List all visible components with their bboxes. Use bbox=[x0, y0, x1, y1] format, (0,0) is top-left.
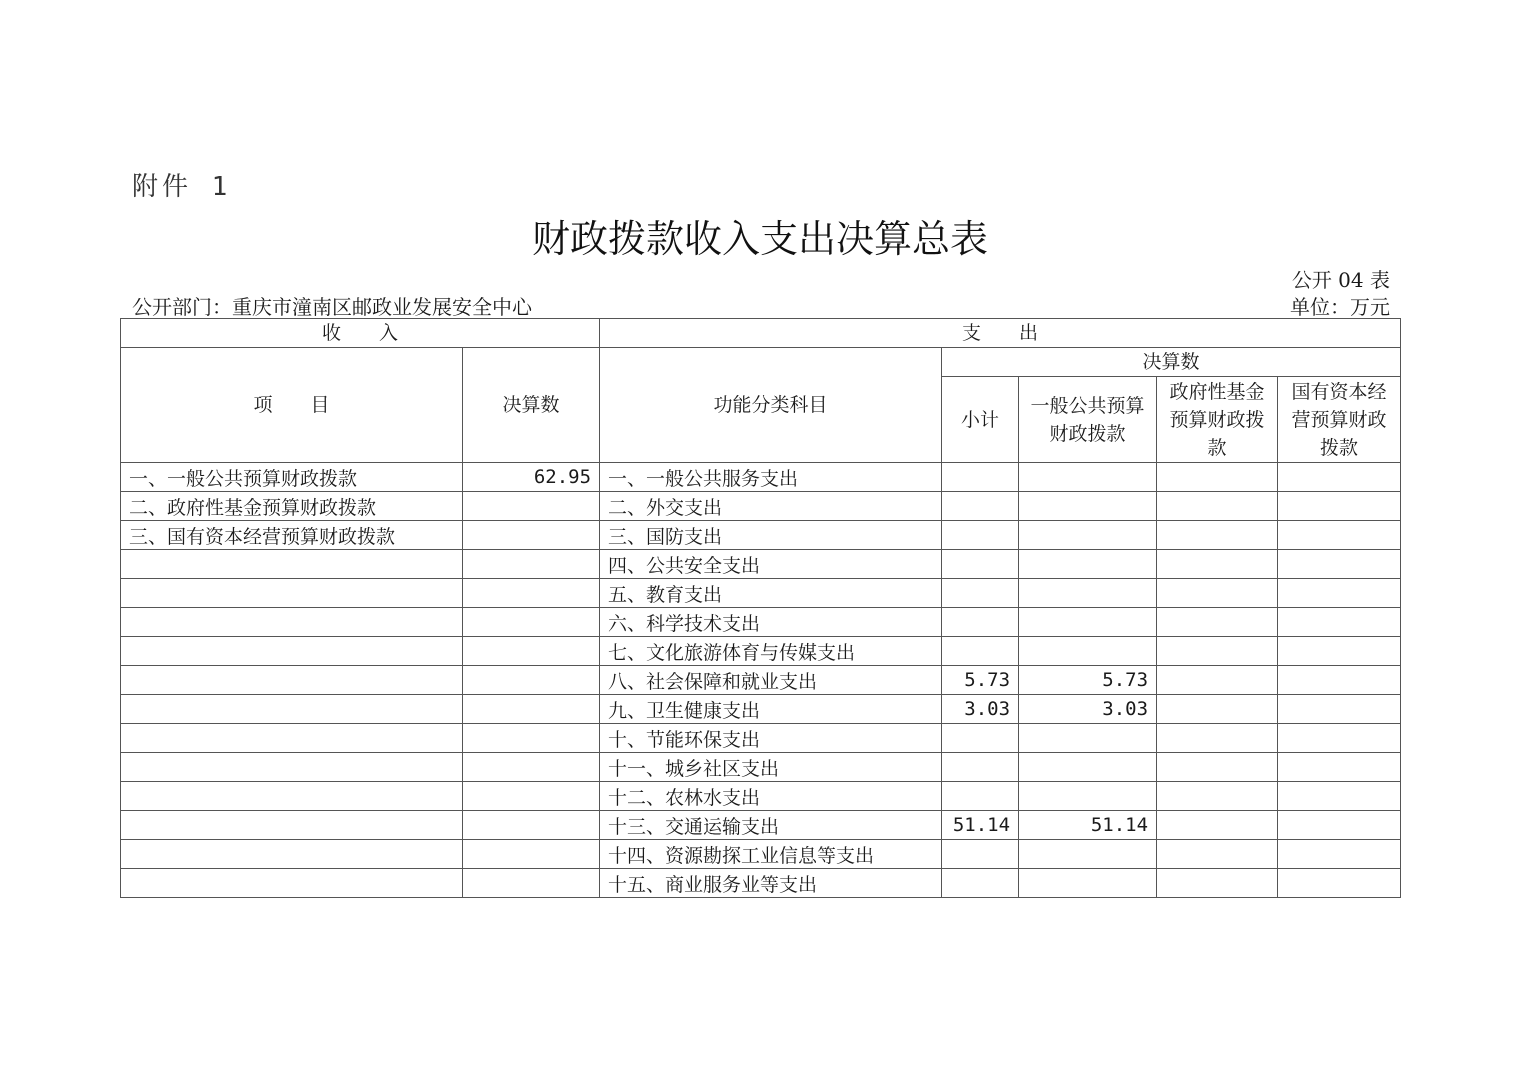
income-amount-cell bbox=[463, 550, 600, 579]
category-cell: 十三、交通运输支出 bbox=[600, 811, 942, 840]
income-item-cell bbox=[121, 782, 463, 811]
gov-fund-cell bbox=[1157, 579, 1278, 608]
income-item-cell bbox=[121, 666, 463, 695]
general-budget-cell bbox=[1019, 463, 1157, 492]
table-row bbox=[121, 724, 1401, 753]
category-cell: 六、科学技术支出 bbox=[600, 608, 942, 637]
category-cell: 十五、商业服务业等支出 bbox=[600, 869, 942, 898]
income-item-cell bbox=[121, 579, 463, 608]
general-budget-cell bbox=[1019, 637, 1157, 666]
gov-fund-header: 政府性基金预算财政拨款 bbox=[1157, 377, 1278, 463]
subtotal-cell: 3.03 bbox=[942, 695, 1019, 724]
gov-fund-cell bbox=[1157, 521, 1278, 550]
income-amount-cell: 62.95 bbox=[463, 463, 600, 492]
subtotal-header: 小计 bbox=[942, 377, 1019, 463]
subtotal-cell bbox=[942, 753, 1019, 782]
gov-fund-cell bbox=[1157, 753, 1278, 782]
income-item-cell bbox=[121, 869, 463, 898]
general-budget-cell bbox=[1019, 521, 1157, 550]
gov-fund-cell bbox=[1157, 811, 1278, 840]
category-cell: 十一、城乡社区支出 bbox=[600, 753, 942, 782]
table-row bbox=[121, 521, 1401, 550]
table-row bbox=[121, 782, 1401, 811]
state-capital-cell bbox=[1278, 637, 1401, 666]
general-budget-cell bbox=[1019, 840, 1157, 869]
table-row bbox=[121, 840, 1401, 869]
general-budget-cell bbox=[1019, 608, 1157, 637]
table-row bbox=[121, 869, 1401, 898]
table-row bbox=[121, 753, 1401, 782]
category-cell: 三、国防支出 bbox=[600, 521, 942, 550]
unit-label: 单位：万元 bbox=[1290, 295, 1390, 319]
table-row bbox=[121, 463, 1401, 492]
category-cell: 八、社会保障和就业支出 bbox=[600, 666, 942, 695]
category-cell: 四、公共安全支出 bbox=[600, 550, 942, 579]
income-item-cell bbox=[121, 811, 463, 840]
income-amount-cell bbox=[463, 492, 600, 521]
state-capital-cell bbox=[1278, 492, 1401, 521]
general-budget-cell: 5.73 bbox=[1019, 666, 1157, 695]
income-item-cell: 三、国有资本经营预算财政拨款 bbox=[121, 521, 463, 550]
state-capital-cell bbox=[1278, 782, 1401, 811]
gov-fund-cell bbox=[1157, 840, 1278, 869]
subtotal-cell bbox=[942, 463, 1019, 492]
state-capital-cell bbox=[1278, 608, 1401, 637]
table-row bbox=[121, 608, 1401, 637]
income-item-cell: 二、政府性基金预算财政拨款 bbox=[121, 492, 463, 521]
item-header: 项 目 bbox=[121, 348, 463, 463]
general-budget-cell bbox=[1019, 724, 1157, 753]
state-capital-cell bbox=[1278, 695, 1401, 724]
table-row bbox=[121, 492, 1401, 521]
income-item-cell bbox=[121, 724, 463, 753]
subtotal-cell bbox=[942, 492, 1019, 521]
subtotal-cell: 5.73 bbox=[942, 666, 1019, 695]
income-item-cell bbox=[121, 637, 463, 666]
department-label: 公开部门：重庆市潼南区邮政业发展安全中心 bbox=[132, 295, 532, 319]
general-budget-cell: 51.14 bbox=[1019, 811, 1157, 840]
category-cell: 七、文化旅游体育与传媒支出 bbox=[600, 637, 942, 666]
income-item-cell: 一、一般公共预算财政拨款 bbox=[121, 463, 463, 492]
state-capital-cell bbox=[1278, 521, 1401, 550]
income-amount-cell bbox=[463, 840, 600, 869]
general-budget-cell bbox=[1019, 869, 1157, 898]
income-amount-cell bbox=[463, 637, 600, 666]
income-item-cell bbox=[121, 753, 463, 782]
income-amount-cell bbox=[463, 521, 600, 550]
category-cell: 二、外交支出 bbox=[600, 492, 942, 521]
state-capital-cell bbox=[1278, 869, 1401, 898]
state-capital-cell bbox=[1278, 579, 1401, 608]
gov-fund-cell bbox=[1157, 550, 1278, 579]
fiscal-summary-table bbox=[120, 318, 1401, 898]
income-amount-cell bbox=[463, 608, 600, 637]
income-amount-cell bbox=[463, 869, 600, 898]
category-cell: 十四、资源勘探工业信息等支出 bbox=[600, 840, 942, 869]
income-amount-cell bbox=[463, 811, 600, 840]
table-row bbox=[121, 637, 1401, 666]
gov-fund-cell bbox=[1157, 666, 1278, 695]
table-row bbox=[121, 666, 1401, 695]
gov-fund-cell bbox=[1157, 608, 1278, 637]
income-header: 收 入 bbox=[121, 319, 600, 348]
income-amount-cell bbox=[463, 782, 600, 811]
general-budget-header: 一般公共预算财政拨款 bbox=[1019, 377, 1157, 463]
general-budget-cell bbox=[1019, 579, 1157, 608]
table-row bbox=[121, 695, 1401, 724]
general-budget-cell: 3.03 bbox=[1019, 695, 1157, 724]
state-capital-cell bbox=[1278, 811, 1401, 840]
general-budget-cell bbox=[1019, 492, 1157, 521]
subtotal-cell bbox=[942, 637, 1019, 666]
subtotal-cell bbox=[942, 521, 1019, 550]
income-item-cell bbox=[121, 550, 463, 579]
functional-category-header: 功能分类科目 bbox=[600, 348, 942, 463]
subtotal-cell bbox=[942, 550, 1019, 579]
state-capital-cell bbox=[1278, 840, 1401, 869]
gov-fund-cell bbox=[1157, 463, 1278, 492]
income-item-cell bbox=[121, 840, 463, 869]
attachment-label: 附件 1 bbox=[132, 172, 232, 202]
income-item-cell bbox=[121, 695, 463, 724]
table-row bbox=[121, 550, 1401, 579]
gov-fund-cell bbox=[1157, 782, 1278, 811]
general-budget-cell bbox=[1019, 550, 1157, 579]
category-cell: 九、卫生健康支出 bbox=[600, 695, 942, 724]
subtotal-cell bbox=[942, 782, 1019, 811]
table-row bbox=[121, 579, 1401, 608]
table-row bbox=[121, 811, 1401, 840]
income-amount-cell bbox=[463, 666, 600, 695]
final-amount-header: 决算数 bbox=[463, 348, 600, 463]
gov-fund-cell bbox=[1157, 724, 1278, 753]
expenditure-header: 支 出 bbox=[600, 319, 1401, 348]
gov-fund-cell bbox=[1157, 492, 1278, 521]
category-cell: 十、节能环保支出 bbox=[600, 724, 942, 753]
page-title: 财政拨款收入支出决算总表 bbox=[531, 217, 988, 261]
subtotal-cell bbox=[942, 608, 1019, 637]
form-number: 公开 04 表 bbox=[1291, 268, 1390, 292]
final-amount-group-header: 决算数 bbox=[942, 348, 1401, 377]
general-budget-cell bbox=[1019, 782, 1157, 811]
state-capital-header: 国有资本经营预算财政拨款 bbox=[1278, 377, 1401, 463]
subtotal-cell bbox=[942, 840, 1019, 869]
state-capital-cell bbox=[1278, 666, 1401, 695]
category-cell: 五、教育支出 bbox=[600, 579, 942, 608]
category-cell: 十二、农林水支出 bbox=[600, 782, 942, 811]
gov-fund-cell bbox=[1157, 695, 1278, 724]
income-item-cell bbox=[121, 608, 463, 637]
state-capital-cell bbox=[1278, 550, 1401, 579]
income-amount-cell bbox=[463, 724, 600, 753]
gov-fund-cell bbox=[1157, 637, 1278, 666]
subtotal-cell: 51.14 bbox=[942, 811, 1019, 840]
category-cell: 一、一般公共服务支出 bbox=[600, 463, 942, 492]
subtotal-cell bbox=[942, 869, 1019, 898]
general-budget-cell bbox=[1019, 753, 1157, 782]
income-amount-cell bbox=[463, 579, 600, 608]
state-capital-cell bbox=[1278, 724, 1401, 753]
gov-fund-cell bbox=[1157, 869, 1278, 898]
subtotal-cell bbox=[942, 724, 1019, 753]
subtotal-cell bbox=[942, 579, 1019, 608]
income-amount-cell bbox=[463, 695, 600, 724]
state-capital-cell bbox=[1278, 463, 1401, 492]
income-amount-cell bbox=[463, 753, 600, 782]
state-capital-cell bbox=[1278, 753, 1401, 782]
